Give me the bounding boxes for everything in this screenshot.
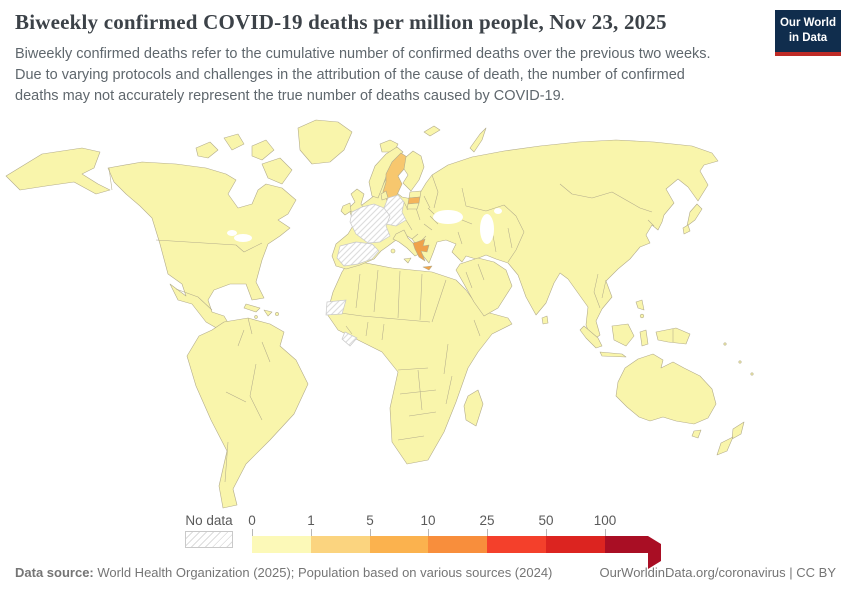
legend-color-scale[interactable] [252,536,661,553]
tick-label-50: 50 [538,513,554,528]
region-novaya-zemlya[interactable] [470,128,486,152]
country-sri-lanka[interactable] [542,316,548,324]
black-sea [433,210,463,224]
footer-link[interactable]: OurWorldinData.org/coronavirus | CC BY [599,565,836,580]
tick-mark [605,529,606,536]
tick-label-5: 5 [366,513,374,528]
island-crete[interactable] [423,266,432,270]
data-source [15,565,552,580]
tick-label-25: 25 [479,513,495,528]
chart-footer [15,565,836,580]
country-papua-new-guinea[interactable] [656,328,690,344]
island-sardinia[interactable] [391,249,395,253]
legend-bin-50-100[interactable] [546,536,605,553]
tick-mark [428,529,429,536]
region-alaska[interactable] [6,148,110,194]
region-caribbean[interactable] [244,304,279,318]
world-map [0,112,850,512]
data-source-text: World Health Organization (2025); Population based on various sources (2024) [93,565,553,580]
tick-label-100: 100 [593,513,617,528]
owid-logo[interactable] [775,10,841,56]
great-lakes-2 [227,230,237,236]
country-new-zealand[interactable] [717,422,744,455]
legend-bin-25-50[interactable] [487,536,546,553]
tick-mark [546,529,547,536]
tick-mark [311,529,312,536]
country-philippines[interactable] [636,300,644,318]
country-ireland[interactable] [341,203,351,215]
no-data-swatch[interactable] [185,531,233,548]
tick-mark [370,529,371,536]
data-source-label: Data source: [15,565,94,580]
island-sicily[interactable] [404,258,411,263]
chart-header [15,10,755,107]
tick-label-1: 1 [307,513,315,528]
caspian-sea [480,214,494,244]
legend-bin-10-25[interactable] [428,536,487,553]
region-svalbard[interactable] [424,126,440,136]
great-lakes [234,234,252,242]
country-lithuania[interactable] [407,203,419,209]
legend-colorbar[interactable] [248,513,677,550]
legend-no-data[interactable] [185,513,233,548]
aral-sea [494,208,502,214]
country-finland[interactable] [403,151,424,191]
chart-subtitle: Biweekly confirmed deaths refer to the cumulative number of confirmed deaths over the previous two weeks. Due to varying protocols and challenges in the attribution of the cause of death, the number of confirmed deaths may not accurately represent the true number of deaths caused by COVID-19. [15,46,711,104]
tick-label-0: 0 [248,513,256,528]
pacific-islands[interactable] [724,343,753,375]
country-spain[interactable] [337,242,379,266]
tick-mark [487,529,488,536]
no-data-label: No data [185,513,233,528]
legend-bin-0-1[interactable] [252,536,311,553]
legend-bin-5-10[interactable] [370,536,428,553]
country-greenland[interactable] [298,120,352,164]
country-australia[interactable] [616,354,716,424]
region-south-america[interactable] [187,318,308,508]
legend-tick-labels [248,513,677,528]
tick-label-10: 10 [420,513,436,528]
country-madagascar[interactable] [464,390,483,426]
island-tasmania[interactable] [692,430,701,438]
owid-logo-line2: in Data [788,32,828,44]
country-japan[interactable] [683,204,702,234]
world-map-svg [0,112,850,512]
legend-bin-1-5[interactable] [311,536,370,553]
legend-bin-100-plus[interactable] [605,536,648,553]
owid-logo-line1: Our World [779,17,836,30]
chart-title: Biweekly confirmed COVID-19 deaths per million people, Nov 23, 2025 [15,10,667,34]
tick-mark [252,529,253,536]
